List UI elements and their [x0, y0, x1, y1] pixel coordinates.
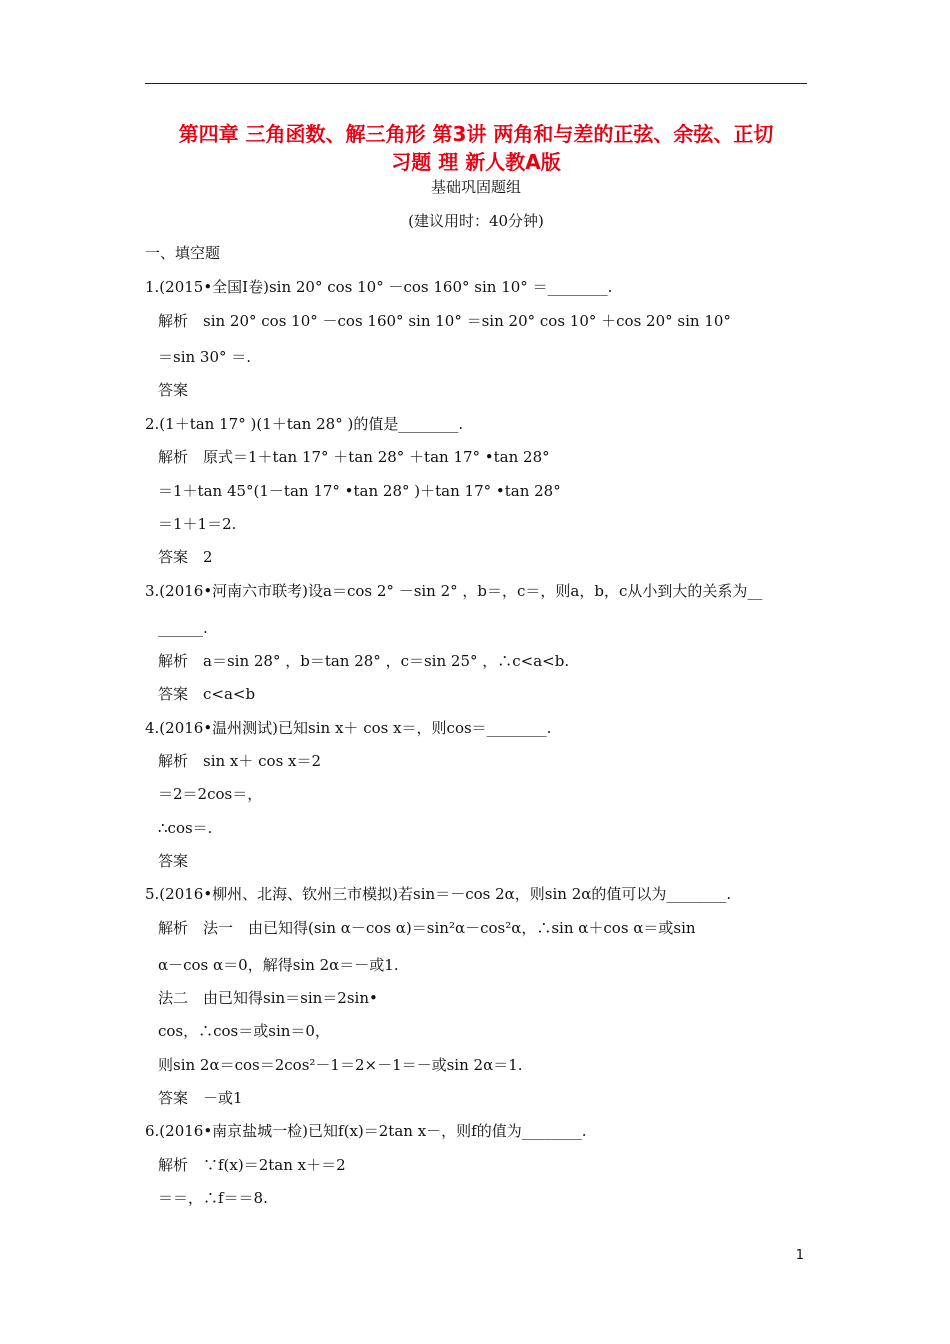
- question-2: 2.(1＋tan 17° )(1＋tan 28° )的值是________.: [145, 415, 464, 433]
- question-4: 4.(2016•温州测试)已知sin x＋ cos x＝，则cos＝________.: [145, 719, 552, 737]
- solution-line: 解析 a＝sin 28° ，b＝tan 28° ，c＝sin 25° ，∴c<a<b.: [158, 652, 570, 670]
- solution-line: ＝sin 30° ＝.: [158, 348, 252, 366]
- solution-line: 解析 法一 由已知得(sin α－cos α)＝sin²α－cos²α，∴sin α＋cos α＝或sin: [158, 919, 696, 937]
- header-rule: [145, 83, 807, 84]
- solution-line: 解析 原式＝1＋tan 17° ＋tan 28° ＋tan 17° •tan 28°: [158, 448, 550, 466]
- question-1: 1.(2015•全国Ⅰ卷)sin 20° cos 10° －cos 160° sin 10° ＝________.: [145, 278, 613, 296]
- solution-line: ＝1＋tan 45°(1－tan 17° •tan 28° )＋tan 17° •tan 28°: [158, 482, 561, 500]
- document-title: [140, 120, 812, 176]
- solution-line: α－cos α＝0，解得sin 2α＝－或1.: [158, 956, 399, 974]
- solution-line: cos，∴cos＝或sin＝0，: [158, 1022, 330, 1040]
- answer-line: 答案 c<a<b: [158, 685, 256, 703]
- subtitle: 基础巩固题组: [430, 178, 521, 196]
- solution-line: 法二 由已知得sin＝sin＝2sin•: [158, 989, 378, 1007]
- solution-line: ∴cos＝.: [158, 819, 213, 837]
- solution-line: 解析 sin x＋ cos x＝2: [158, 752, 322, 770]
- answer-line: 答案 －或1: [158, 1089, 243, 1107]
- question-6: 6.(2016•南京盐城一检)已知f(x)＝2tan x－，则f的值为________.: [145, 1122, 587, 1140]
- title-line-2: 习题 理 新人教A版: [391, 150, 561, 174]
- solution-line: ＝2＝2cos＝，: [158, 785, 263, 803]
- solution-line: ＝1＋1＝2.: [158, 515, 237, 533]
- title-line-1: 第四章 三角函数、解三角形 第3讲 两角和与差的正弦、余弦、正切: [178, 122, 774, 146]
- question-3: 3.(2016•河南六市联考)设a＝cos 2° －sin 2° ，b＝，c＝，则a，b，c从小到大的关系为__: [145, 582, 763, 600]
- answer-line: 答案 2: [158, 548, 213, 566]
- answer-line: 答案: [158, 381, 189, 399]
- time-note: (建议用时：40分钟): [408, 212, 544, 230]
- page-number: 1: [795, 1248, 804, 1263]
- solution-line: 则sin 2α＝cos＝2cos²－1＝2×－1＝－或sin 2α＝1.: [158, 1056, 523, 1074]
- answer-line: 答案: [158, 852, 189, 870]
- blank-continuation: ______.: [158, 619, 208, 637]
- section-heading: 一、填空题: [145, 244, 221, 262]
- question-5: 5.(2016•柳州、北海、钦州三市模拟)若sin＝－cos 2α，则sin 2α的值可以为________.: [145, 885, 732, 903]
- solution-line: ＝＝，∴f＝＝8.: [158, 1189, 268, 1207]
- solution-line: 解析 sin 20° cos 10° －cos 160° sin 10° ＝sin 20° cos 10° ＋cos 20° sin 10°: [158, 312, 731, 330]
- solution-line: 解析 ∵f(x)＝2tan x＋＝2: [158, 1156, 346, 1174]
